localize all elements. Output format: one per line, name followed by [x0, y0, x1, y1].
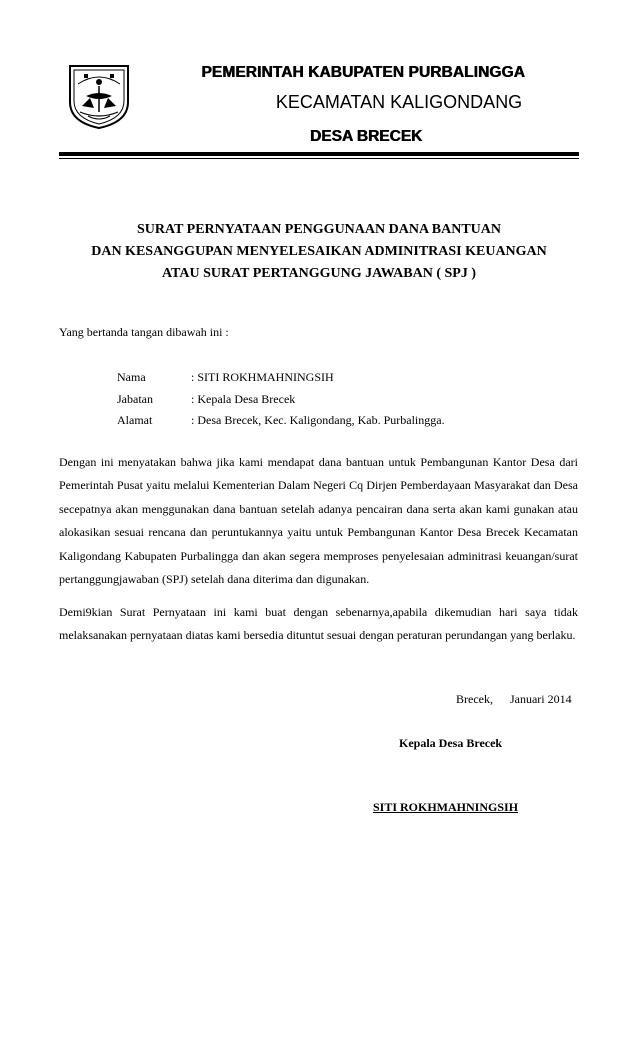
identity-label-position: Jabatan: [117, 392, 153, 406]
document-title-line-2: DAN KESANGGUPAN MENYELESAIKAN ADMINITRASI KEUANGAN: [91, 244, 547, 259]
header-divider-thick: [59, 152, 579, 156]
signatory-name: SITI ROKHMAHNINGSIH: [373, 800, 519, 814]
signature-place: Brecek,: [456, 692, 493, 706]
identity-label-name: Nama: [117, 370, 146, 384]
identity-value-name: : SITI ROKHMAHNINGSIH: [191, 370, 334, 384]
signatory-role: Kepala Desa Brecek: [399, 736, 503, 750]
header-district: KECAMATAN KALIGONDANG: [275, 92, 523, 112]
identity-value-address: : Desa Brecek, Kec. Kaligondang, Kab. Purbalingga.: [191, 413, 445, 427]
purbalingga-regency-emblem-icon: [64, 62, 134, 130]
signature-date: Januari 2014: [509, 692, 572, 706]
identity-value-position: : Kepala Desa Brecek: [191, 392, 296, 406]
place-date: [456, 692, 572, 707]
closing-paragraph: Demi9kian Surat Pernyataan ini kami buat dengan sebenarnya,apabila dikemudian hari saya tidak melaksanakan pernyataan diatas kami bersedia dituntut sesuai dengan peraturan perundangan yang berlaku.: [59, 605, 578, 643]
header-divider-thin: [59, 158, 579, 159]
statement-paragraph: Dengan ini menyatakan bahwa jika kami mendapat dana bantuan untuk Pembangunan Kantor Desa dari Pemerintah Pusat yaitu melalui Kementerian Dalam Negeri Cq Dirjen Pemberdayaan Masyarakat dan Desa secepatnya akan menggunakan dana bantuan setelah adanya pencairan dana serta akan kami gunakan atau alokasikan sesuai rencana dan peruntukannya yaitu untuk Pembangunan Kantor Desa Brecek Kecamatan Kaligondang Kabupaten Purbalingga dan akan segera memproses penyelesaian adminitrasi keuangan/surat pertanggungjawaban (SPJ) setelah dana diterima dan digunakan.: [59, 455, 578, 587]
document-title-line-3: ATAU SURAT PERTANGGUNG JAWABAN ( SPJ ): [161, 266, 476, 281]
intro-text: Yang bertanda tangan dibawah ini :: [59, 325, 229, 339]
header-village: DESA BRECEK: [309, 128, 423, 145]
identity-label-address: Alamat: [117, 413, 153, 427]
document-title-line-1: SURAT PERNYATAAN PENGGUNAAN DANA BANTUAN: [136, 222, 502, 237]
header-government: PEMERINTAH KABUPATEN PURBALINGGA: [201, 64, 525, 81]
